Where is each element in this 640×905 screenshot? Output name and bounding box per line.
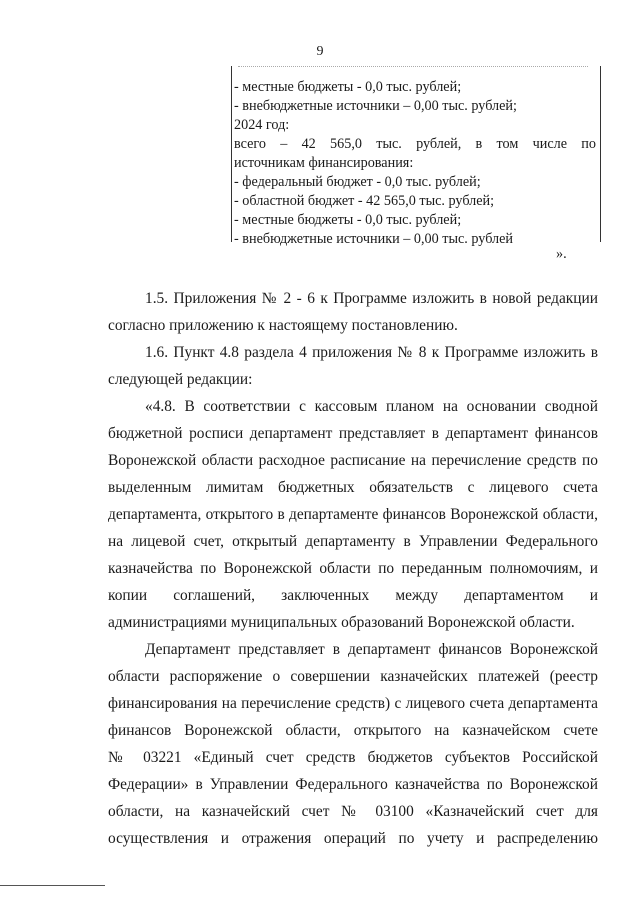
paragraph-line: следующей редакции: xyxy=(108,371,253,388)
finance-line: всего – 42 565,0 тыс. рублей, в том числе по xyxy=(234,136,596,152)
paragraph-line: департамента, открытого в департаменте финансов Воронежской области, xyxy=(108,506,598,523)
paragraph-line: № 03221 «Единый счет средств бюджетов субъектов Российской xyxy=(108,749,598,766)
paragraph-line: Федерации» в Управлении Федерального казначейства по Воронежской xyxy=(108,776,598,793)
paragraph-line: согласно приложению к настоящему постановлению. xyxy=(108,317,458,334)
page-number: 9 xyxy=(316,44,324,59)
paragraph-line: финансирования на перечисление средств) с лицевого счета департамента xyxy=(108,695,598,712)
quote-close: ». xyxy=(556,246,567,262)
paragraph-line: Департамент представляет в департамент финансов Воронежской xyxy=(145,641,598,658)
paragraph-line: финансов Воронежской области, открытого на казначейском счете xyxy=(108,722,598,739)
paragraph-line: бюджетной росписи департамент представляет в департамент финансов xyxy=(108,425,598,442)
finance-line: - областной бюджет - 42 565,0 тыс. рублей; xyxy=(234,193,495,209)
paragraph-line: администрациями муниципальных образований Воронежской области. xyxy=(108,614,575,631)
paragraph-line: 1.6. Пункт 4.8 раздела 4 приложения № 8 к Программе изложить в xyxy=(145,344,598,361)
paragraph-line: области распоряжение о совершении казначейских платежей (реестр xyxy=(108,668,598,685)
finance-line: - федеральный бюджет - 0,0 тыс. рублей; xyxy=(234,174,481,190)
finance-line: - внебюджетные источники – 0,00 тыс. рублей; xyxy=(234,98,517,114)
finance-line: - местные бюджеты - 0,0 тыс. рублей; xyxy=(234,212,462,228)
paragraph-line: области, на казначейский счет № 03100 «Казначейский счет для xyxy=(108,803,598,820)
paragraph-line: копии соглашений, заключенных между департаментом и xyxy=(108,587,598,604)
finance-line: - внебюджетные источники – 0,00 тыс. рублей xyxy=(234,231,514,247)
finance-line: 2024 год: xyxy=(234,117,290,133)
finance-line: - местные бюджеты - 0,0 тыс. рублей; xyxy=(234,79,462,95)
paragraph-line: Воронежской области расходное расписание на перечисление средств по xyxy=(108,452,598,469)
paragraph-line: казначейства по Воронежской области по переданным полномочиям, и xyxy=(108,560,598,577)
paragraph-line: «4.8. В соответствии с кассовым планом на основании сводной xyxy=(145,398,598,415)
paragraph-line: выделенным лимитам бюджетных обязательств с лицевого счета xyxy=(108,479,598,496)
paragraph-line: 1.5. Приложения № 2 - 6 к Программе изложить в новой редакции xyxy=(145,290,598,307)
paragraph-line: на лицевой счет, открытый департаменту в Управлении Федерального xyxy=(108,533,598,550)
finance-line: источникам финансирования: xyxy=(234,155,414,171)
footer-rule xyxy=(0,885,105,886)
paragraph-line: осуществления и отражения операций по учету и распределению xyxy=(108,830,598,847)
